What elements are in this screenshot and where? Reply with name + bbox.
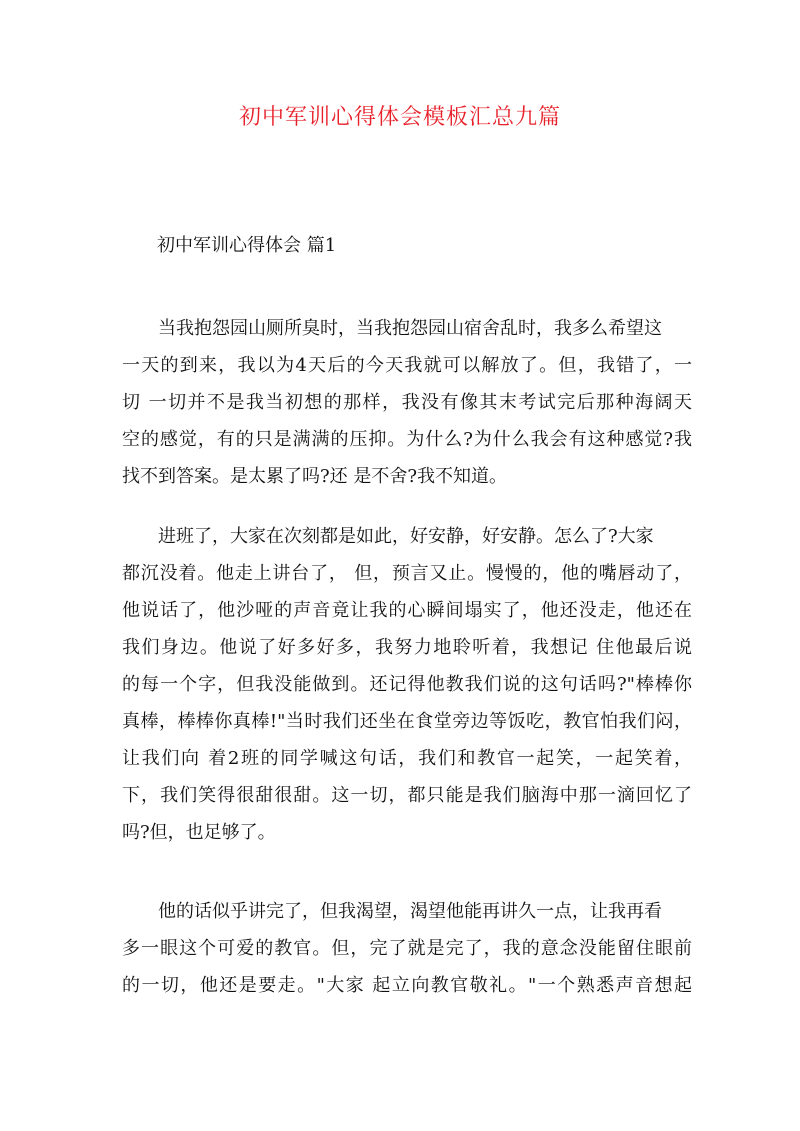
paragraph-line: 下，我们笑得很甜很甜。这一切，都只能是我们脑海中那一滴回忆了 (122, 785, 692, 806)
section-heading: 初中军训心得体会 篇1 (157, 235, 337, 256)
paragraph-line: 吗?但，也足够了。 (122, 822, 276, 843)
paragraph-line: 空的感觉，有的只是满满的压抑。为什么?为什么我会有这种感觉?我 (122, 429, 692, 450)
paragraph-line: 的一切，他还是要走。"大家 起立向教官敬礼。"一个熟悉声音想起 (122, 975, 692, 996)
paragraph-line: 真棒，棒棒你真棒!"当时我们还坐在食堂旁边等饭吃，教官怕我们闷， (122, 711, 692, 732)
paragraph-line: 都沉没着。他走上讲台了， 但，预言又止。慢慢的，他的嘴唇动了， (122, 563, 692, 584)
paragraph-line: 我们身边。他说了好多好多，我努力地聆听着，我想记 住他最后说 (122, 637, 692, 658)
paragraph-2 (122, 518, 692, 851)
paragraph-3 (122, 893, 692, 1004)
paragraph-line: 找不到答案。是太累了吗?还 是不舍?我不知道。 (122, 466, 508, 487)
paragraph-line: 让我们向 着2班的同学喊这句话，我们和教官一起笑，一起笑着， (122, 748, 692, 769)
paragraph-line: 进班了，大家在次刻都是如此，好安静，好安静。怎么了?大家 (158, 526, 654, 547)
paragraph-line: 他的话似乎讲完了，但我渴望，渴望他能再讲久一点，让我再看 (158, 901, 662, 922)
paragraph-line: 一天的到来，我以为4天后的今天我就可以解放了。但，我错了，一 (122, 355, 692, 376)
paragraph-line: 的每一个字，但我没能做到。还记得他教我们说的这句话吗?"棒棒你 (122, 674, 692, 695)
paragraph-line: 切 一切并不是我当初想的那样，我没有像其末考试完后那种海阔天 (122, 392, 692, 413)
paragraph-1 (122, 310, 692, 495)
paragraph-line: 当我抱怨园山厕所臭时，当我抱怨园山宿舍乱时，我多么希望这 (158, 318, 662, 339)
document-title: 初中军训心得体会模板汇总九篇 (238, 105, 561, 130)
paragraph-line: 多一眼这个可爱的教官。但，完了就是完了，我的意念没能留住眼前 (122, 938, 692, 959)
paragraph-line: 他说话了，他沙哑的声音竟让我的心瞬间塌实了，他还没走，他还在 (122, 600, 692, 621)
